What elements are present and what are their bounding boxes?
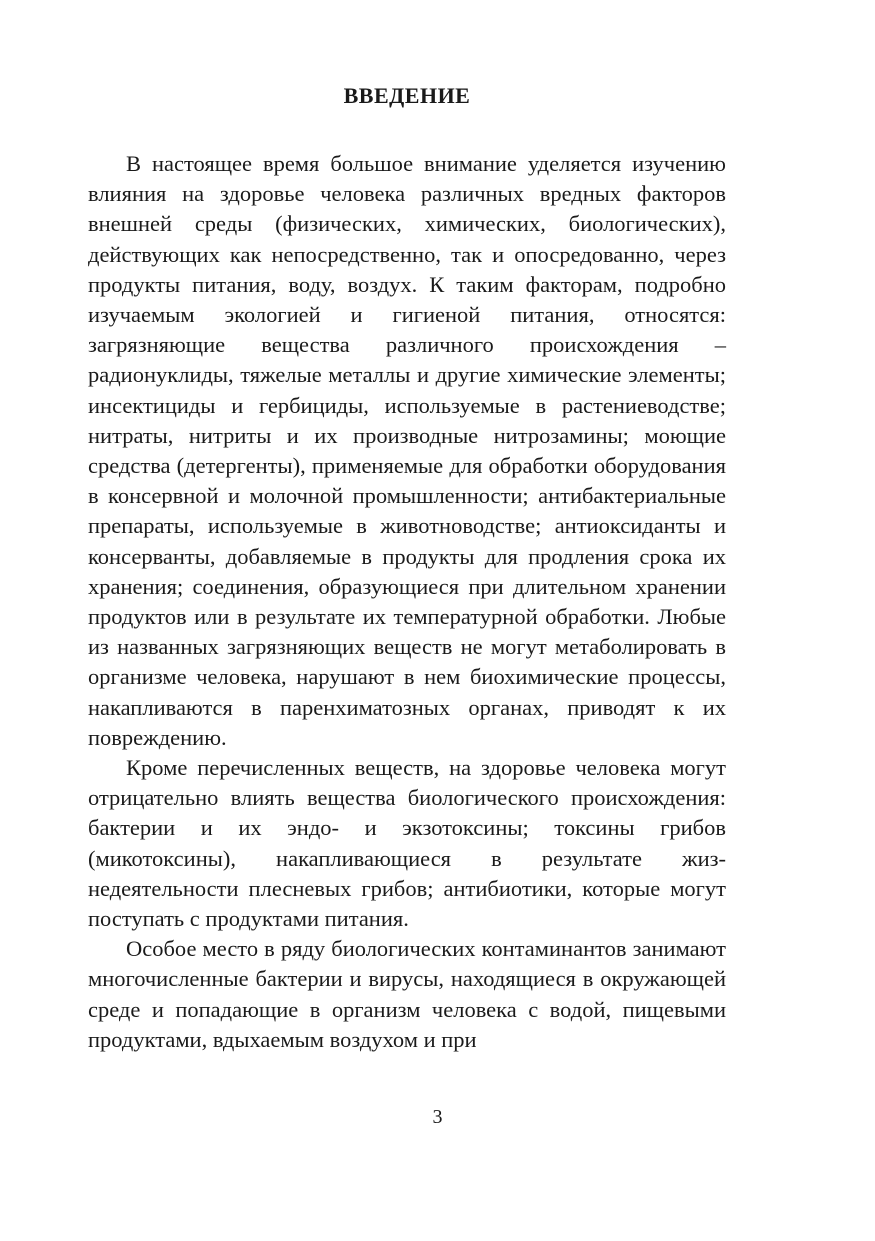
paragraph-2: Кроме перечисленных веществ, на здоровье человека могут отрицательно влиять вещества биологического происхождения: бактерии и их эндо- и экзотоксины; токсины грибов (микотоксины), накапливающиеся в результате жизнедеятельности плесневых грибов; антибиотики, которые могут поступать с продуктами питания. bbox=[88, 755, 726, 932]
paragraph-3: Особое место в ряду биологических контаминантов занимают многочисленные бактерии и вирусы, находящиеся в окружающей среде и попадающие в организм человека с водой, пищевыми продуктами, вдыхаемым воздухом и при bbox=[88, 936, 726, 1052]
page-number: 3 bbox=[432, 1106, 443, 1128]
page-body bbox=[88, 80, 726, 1055]
page-title: ВВЕДЕНИЕ bbox=[343, 83, 471, 108]
paragraph-1: В настоящее время большое внимание уделяется изучению влияния на здоровье человека различных вредных факторов внешней среды (физических, химических, биологических), действующих как непосредственно, так и опосредованно, через продукты питания, воду, воздух. К таким факторам, подробно изучаемым экологией и гигиеной питания, относятся: загрязняющие вещества различного происхождения – радионуклиды, тяжелые металлы и другие химические элементы; инсектициды и гербициды, используемые в растениеводстве; нитраты, нитриты и их производные нитрозамины; моющие средства (детергенты), применяемые для обработки оборудования в консервной и молочной промышленности; антибактериальные препараты, используемые в животноводстве; антиоксиданты и консерванты, добавляемые в продукты для продления срока их хранения; соединения, образующиеся при длительном хранении продуктов или в результате их температурной обработки. Любые из названных загрязняющих веществ не могут метаболировать в организме человека, нарушают в нем биохимические процессы, накапливаются в паренхиматозных органах, приводят к их повреждению. bbox=[88, 151, 726, 750]
